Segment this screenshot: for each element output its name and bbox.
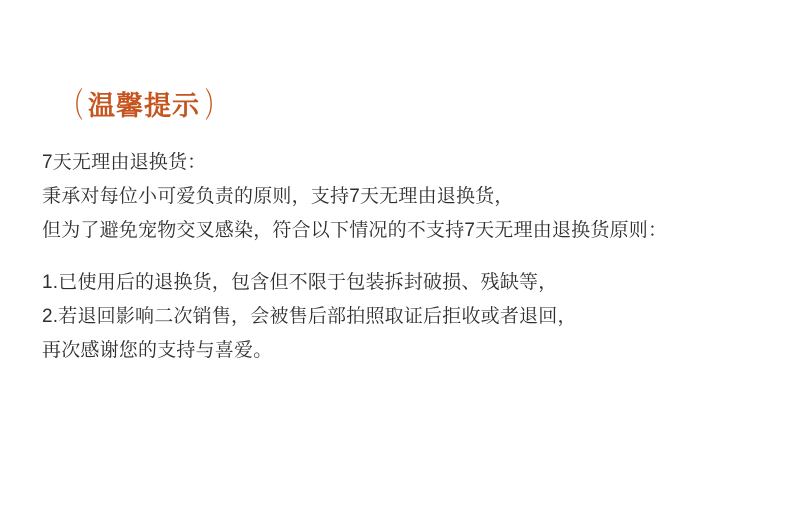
notice-line: 再次感谢您的支持与喜爱。: [42, 340, 273, 361]
bracket-left-icon: （: [62, 87, 84, 125]
notice-line: 7天无理由退换货：: [42, 152, 207, 173]
notice-body: [42, 146, 752, 368]
heading-bracket-group: [42, 89, 248, 123]
notice-line: 2.若退回影响二次销售，会被售后部拍照取证后拒收或者退回，: [42, 306, 577, 327]
paragraph-spacer: [42, 248, 752, 266]
page-title: 温馨提示: [88, 91, 200, 121]
notice-line: 但为了避免宠物交叉感染，符合以下情况的不支持7天无理由退换货原则：: [42, 220, 668, 241]
notice-line: 秉承对每位小可爱负责的原则，支持7天无理由退换货，: [42, 186, 514, 207]
warm-tips-block: [42, 86, 752, 368]
bracket-right-icon: ）: [204, 87, 226, 125]
section-heading: [42, 86, 752, 126]
notice-line: 1.已使用后的退换货，包含但不限于包装拆封破损、残缺等，: [42, 272, 558, 293]
